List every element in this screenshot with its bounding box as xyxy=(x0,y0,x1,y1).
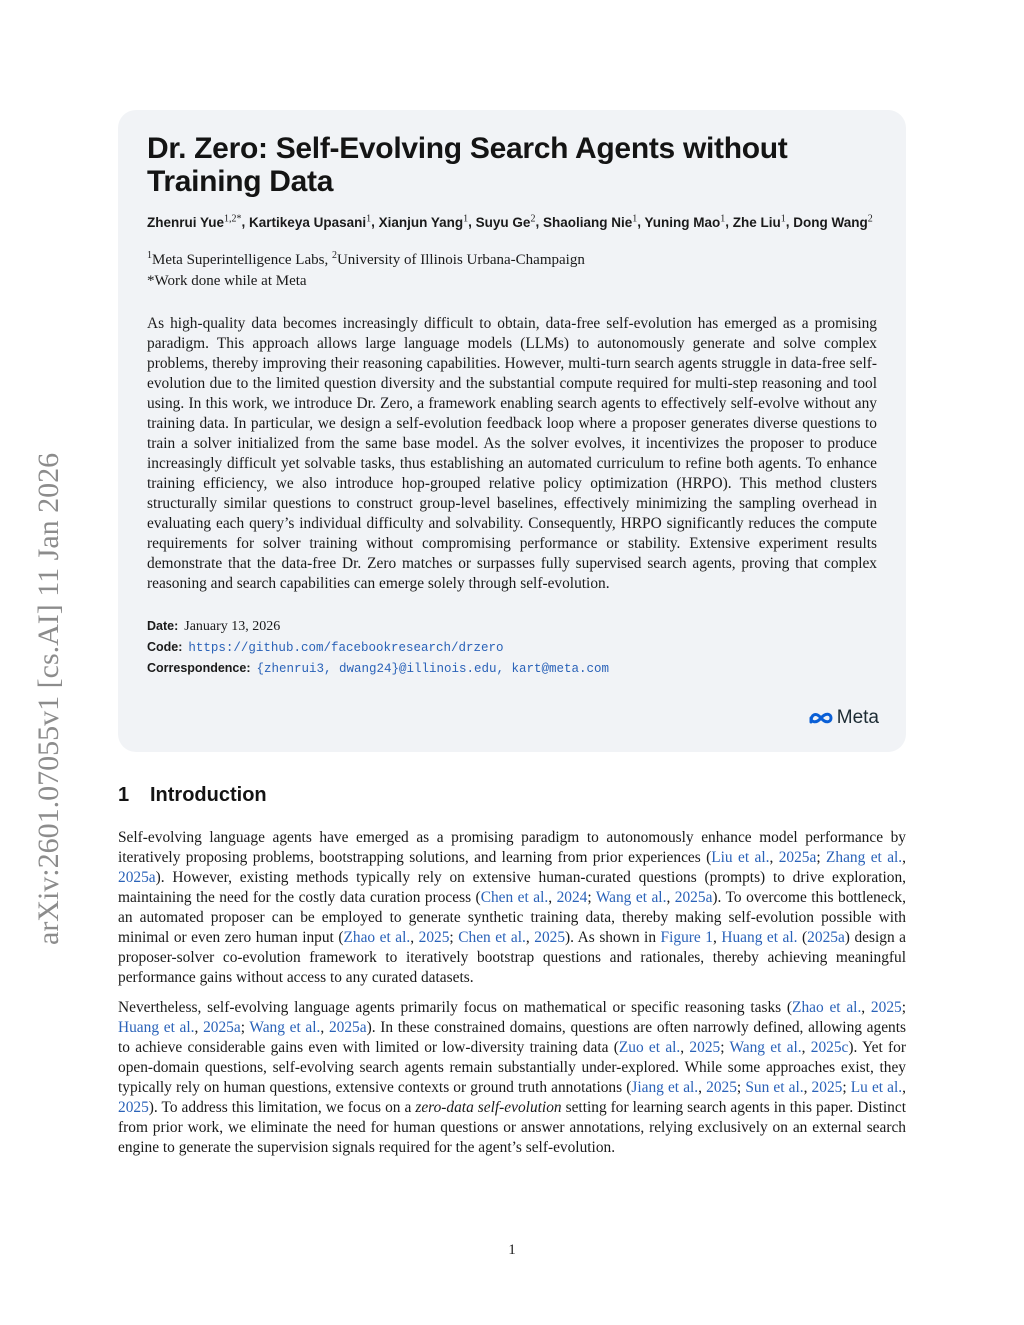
introduction-body xyxy=(118,828,906,1168)
author-name: Kartikeya Upasani$^1$ xyxy=(249,213,372,230)
abstract: As high-quality data becomes increasingly difficult to obtain, data-free self-evolution has emerged as a promising paradigm. This approach allows large language models (LLMs) to autonomously generate and solve complex problems, thereby improving their reasoning capabilities. However, multi-turn search agents struggle in data-free self-evolution due to the limited question diversity and the substantial compute required for multi-step reasoning and tool using. In this work, we introduce Dr. Zero, a framework enabling search agents to effectively self-evolve without any training data. In particular, we design a self-evolution feedback loop where a proposer generates diverse questions to train a solver initialized from the same base model. As the solver evolves, it incentivizes the proposer to produce increasingly difficult yet solvable tasks, thus establishing an automated curriculum to refine both agents. To enhance training efficiency, we also introduce hop-grouped relative policy optimization (HRPO). This method clusters structurally similar questions to construct group-level baselines, effectively minimizing the sampling overhead in evaluating each query’s individual difficulty and solvability. Consequently, HRPO significantly reduces the compute requirements for solver training without compromising performance or stability. Extensive experiment results demonstrate that the data-free Dr. Zero matches or surpasses fully supervised search agents, proving that complex reasoning and search capabilities can emerge solely through self-evolution. xyxy=(147,314,877,592)
arxiv-identifier: arXiv:2601.07055v1 [cs.AI] 11 Jan 2026 xyxy=(32,452,65,945)
author-list: Zhenrui Yue$^{1,2*}$, Kartikeya Upasani$^1$, Xianjun Yang$^1$, Suyu Ge$^2$, Shaoliang Nie$^1$, Yuning Mao$^1$, Zhe Liu$^1$, Dong Wang$^2$ xyxy=(147,213,873,230)
correspondence-email[interactable]: {zhenrui3, dwang24}@illinois.edu, kart@meta.com xyxy=(256,661,610,676)
meta-logo xyxy=(808,707,879,729)
section-title: Introduction xyxy=(150,784,267,806)
affiliation-2: University of Illinois Urbana-Champaign xyxy=(336,251,585,268)
author-name: Yuning Mao$^1$ xyxy=(644,213,726,230)
correspondence-label: Correspondence: xyxy=(147,660,251,675)
date-value: January 13, 2026 xyxy=(184,618,281,634)
intro-paragraph-1: Self-evolving language agents have emerged as a promising paradigm to autonomously enhance model performance by iteratively proposing problems, bootstrapping solutions, and learning from prior experiences (Liu et al., 2025a; Zhang et al., 2025a). However, existing methods typically rely on extensive human-curated questions (prompts) to drive exploration, maintaining the need for the costly data curation process (Chen et al., 2024; Wang et al., 2025a). To overcome this bottleneck, an automated proposer can be employed to generate synthetic training data, thereby making self-evolution possible with minimal or even zero human input (Zhao et al., 2025; Chen et al., 2025). As shown in Figure 1, Huang et al. (2025a) design a proposer-solver co-evolution framework to iteratively bootstrap questions and rationales, thereby achieving meaningful performance gains without access to any curated datasets. xyxy=(118,829,907,986)
intro-paragraph-2: Nevertheless, self-evolving language agents primarily focus on mathematical or specific reasoning tasks (Zhao et al., 2025; Huang et al., 2025a; Wang et al., 2025a). In these constrained domains, questions are often narrowly defined, allowing agents to achieve considerable gains even with limited or low-diversity training data (Zuo et al., 2025; Wang et al., 2025c). Yet for open-domain questions, self-evolving search agents remain substantially under-explored. While some approaches exist, they typically rely on human questions, extensive contexts or ground truth annotations (Jiang et al., 2025; Sun et al., 2025; Lu et al., 2025). To address this limitation, we focus on a zero-data self-evolution setting for learning search agents in this paper. Distinct from prior work, we eliminate the need for human questions or answer annotations, relying exclusively on an external search engine to generate the supervision signals required for the agent’s self-evolution. xyxy=(118,999,906,1156)
section-heading xyxy=(118,784,267,807)
author-name: Zhe Liu$^1$ xyxy=(732,213,786,230)
date-label: Date: xyxy=(147,618,179,633)
affiliations: $^1$Meta Superintelligence Labs, $^2$University of Illinois Urbana-Champaign *Work done while at Meta xyxy=(147,245,877,292)
author-note: *Work done while at Meta xyxy=(147,272,307,289)
author-name: Zhenrui Yue$^{1,2*}$ xyxy=(147,213,242,230)
meta-infinity-icon xyxy=(808,710,834,726)
meta-logo-text: Meta xyxy=(836,707,879,728)
title-card xyxy=(118,110,906,752)
section-number: 1 xyxy=(118,784,130,806)
author-name: Dong Wang$^2$ xyxy=(793,213,873,230)
code-link[interactable]: https://github.com/facebookresearch/drzero xyxy=(188,640,504,655)
author-name: Suyu Ge$^2$ xyxy=(475,213,536,230)
affiliation-1: Meta Superintelligence Labs, xyxy=(152,251,332,268)
page-number: 1 xyxy=(508,1242,516,1258)
author-name: Xianjun Yang$^1$ xyxy=(378,213,469,230)
paper-title: Dr. Zero: Self-Evolving Search Agents without Training Data xyxy=(147,132,788,198)
paper-metadata xyxy=(147,616,877,679)
code-label: Code: xyxy=(147,639,183,654)
author-name: Shaoliang Nie$^1$ xyxy=(542,213,638,230)
